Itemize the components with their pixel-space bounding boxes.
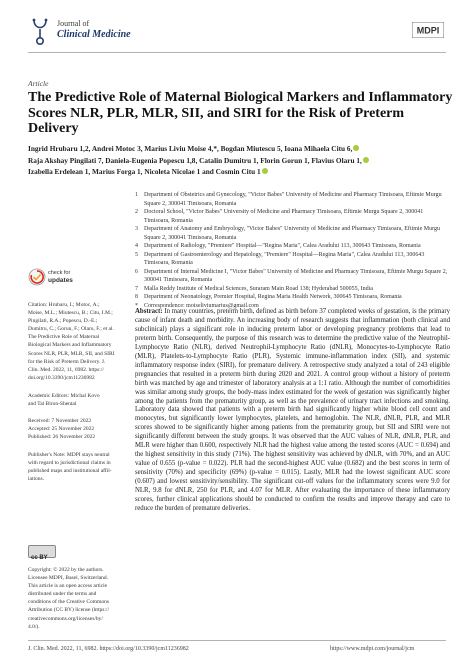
affiliation-text: Department of Neonatology, Premier Hospital, Regina Maria Health Network, 300645 Timisoara, Romania [144,294,402,300]
accepted-date: Accepted: 25 November 2022 [28,426,95,433]
citation-line: Citation: Hrubaru, I.; Motoc, A.; [28,302,100,308]
affiliation-text: Department of Anatomy and Embryology, "Victor Babes" University of Medicine and Pharmacy Timisoara, Eftimie Murgu Square 2, 300041 Timisoara, Romania [144,226,440,241]
orcid-icon[interactable] [262,168,268,174]
copyright-block [28,566,123,631]
cc-badge-text: cc BY [31,555,48,561]
mdpi-logo-icon [412,22,444,38]
mdpi-logo-text: MDPI [416,25,440,36]
author-line-3 [28,166,453,178]
publisher-note-line: with regard to jurisdictional claims in [28,460,111,467]
citation-line: Dumitru, C.; Gorun, F.; Olaru, F.; et al. [28,326,114,333]
affiliation-number: 5 [135,251,138,258]
academic-editors [28,392,123,408]
affiliation-number: 6 [135,268,138,275]
affiliation-text: Department of Gastroenterology and Hepatology, "Premiere" Hospital—Regina Maria", Calea Aradului 113, 300643 Timisoara, Romania [144,251,425,266]
journal-name-line1: Journal of [57,19,90,28]
affiliation-number: 7 [135,285,138,292]
affiliation-item [135,251,450,268]
author-line-2-text: Raja Akshay Pingilati 7, Daniela-Eugenia Popescu 1,8, Catalin Dumitru 1, Florin Gorun 1, Flavius Olaru 1, [28,155,362,165]
publisher-note-line: published maps and institutional affil- [28,468,112,475]
cc-by-license-badge[interactable] [28,545,56,561]
editors-line: Academic Editors: Michal Kovo [28,393,100,399]
author-line-2 [28,155,453,167]
affiliation-number: 8 [135,294,138,300]
citation-block [28,301,123,382]
publisher-note [28,451,123,483]
citation-line: Biological Markers and Inflammatory [28,342,112,349]
affiliation-item [135,293,450,302]
abstract-label: Abstract: [135,308,163,315]
received-date: Received: 7 November 2022 [28,418,92,424]
citation-line: The Predictive Role of Maternal [28,334,100,341]
footer-divider [28,640,446,641]
copyright-line: Copyright: © 2022 by the authors. [28,567,104,573]
citation-line: Pingilati, R.A.; Popescu, D.-E.; [28,318,98,325]
publisher-note-line: Publisher's Note: MDPI stays neutral [28,452,110,458]
affiliation-item [135,285,450,294]
affiliation-text: Malla Reddy Institute of Medical Sciences, Suraram Main Road 138; Hyderabad 500055, India [144,285,373,292]
copyright-line: distributed under the terms and [28,591,97,598]
affiliation-number: 4 [135,243,138,249]
affiliation-item [135,191,450,208]
affiliation-number: 1 [135,192,138,198]
footer-citation[interactable]: J. Clin. Med. 2022, 11, 6982. https://doi.org/10.3390/jcm11236982 [28,646,189,652]
citation-line: for the Risk of Preterm Delivery. J. [28,358,106,365]
affiliation-number: 3 [135,226,138,232]
citation-line: Moise, M.L.; Miutescu, B.; Citu, I.M.; [28,310,113,317]
footer-journal-url[interactable]: https://www.mdpi.com/journal/jcm [330,646,415,652]
author-list [28,143,453,178]
affiliation-item [135,268,450,285]
abstract-text: In many countries, preterm birth, defined as birth before 37 completed weeks of gestation, is the primary cause of infant death and morbidity. An increasing body of research suggests that inflammation (both clinical and subclinical) plays a significant role in inducing preterm labor or developing pregnancy problems that lead to preterm birth. Consequently, the purpose of this research was to determine the predictive value of the Neutrophil-Lymphocyte Ratio (NLR), derived Neutrophil-Lymphocyte Ratio (dNLR), Monocytes-to-Lymphocyte Ratio (MLR), Platelets-to-Lymphocyte Ratio (PLR), Systemic immune-inflammation index (SII), and systemic inflammatory response index (SIRI), for premature delivery. A retrospective study analyzed a total of 243 eligible pregnancies that resulted in a preterm birth during 2020 and 2021. A control group without a history of preterm birth was matched by age and trimester of laboratory analysis at a 1:1 ratio. Although the number of comorbidities was similar among study groups, the body-mass index estimated for the week of gestation was significantly higher among the patients from the prematurity group, as well as the prevalence of urinary tract infections and smoking. Laboratory data showed that patients with a preterm birth had significantly higher white blood cell count and monocytes, but significantly lower lymphocytes, platelets, and hemoglobin. The NLR, dNLR, PLR, and MLR scores showed to be significantly higher among patients from the prematurity group, but SII and SIRI were not significantly different between the study groups. It was observed that the AUC values of NLR, dNLR, PLR, and MLR were higher than 0.600, respectively NLR had the highest value among the tested scores (AUC = 0.694) and the highest sensitivity in this study (71%). The highest sensitivity was achieved by dNLR, with 70%, and an AUC value of 0.655 (p-value = 0.022). PLR had the second-highest AUC value (0.682) and the best scores in term of sensitivity (70%) and specificity (69%) (p-value = 0.015). Lastly, MLR had the lowest significant AUC score (0.607) and lowest sensitivity/sensibility. The significant cut-off values for the inflammatory scores were 9.0 for NLR, 9.8 for dNLR, 250 for PLR, and 4.07 for MLR. After evaluating the importance of these inflammatory scores, further clinical applications should be conducted to confirm the results and improve therapy and care to reduce the burden of premature deliveries. [135,308,450,512]
abstract [135,308,450,514]
journal-logo-icon [30,18,50,46]
author-line-1 [28,143,453,155]
author-line-3-text: Izabella Erdelean 1, Marius Forga 1, Nicoleta Nicolae 1 and Cosmin Citu 1 [28,167,261,176]
affiliation-item [135,242,450,251]
copyright-line: Attribution (CC BY) license (https:// [28,607,109,614]
copyright-line: 4.0/). [28,623,40,630]
check-updates-icon [28,268,46,286]
citation-line: Scores NLR, PLR, MLR, SII, and SIRI [28,350,115,357]
affiliation-text: Doctoral School, "Victor Babes" University of Medicine and Pharmacy Timisoara, Eftimie Murgu Square 2, 300041 Timisoara, Romania [144,209,424,224]
affiliation-item [135,208,450,225]
affiliation-text: Department of Radiology, "Premiere" Hospital—"Regina Maria", Calea Aradului 113, 300643 Timisoara, Romania [144,243,421,249]
citation-line: Clin. Med. 2022, 11, 6982. https:// [28,366,104,373]
journal-name-line2: Clinical Medicine [57,29,131,40]
article-title: The Predictive Role of Maternal Biological Markers and Inflammatory Scores NLR, PLR, MLR, SII, and SIRI for the Risk of Preterm Delivery [28,90,453,136]
citation-doi-link[interactable]: doi.org/10.3390/jcm11236982 [28,374,95,381]
check-for-updates-button[interactable] [28,268,88,290]
copyright-line: conditions of the Creative Commons [28,599,109,606]
orcid-icon[interactable] [353,145,359,151]
check-updates-line1: check for [48,270,71,276]
affiliation-text: Department of Internal Medicine I, "Victor Babes" University of Medicine and Pharmacy Timisoara, Eftimie Murgu Square 2, 300041 Timisoara, Romania [144,268,448,283]
published-date: Published: 26 November 2022 [28,434,96,441]
affiliation-text: Department of Obstetrics and Gynecology, "Victor Babes" University of Medicine and Pharmacy Timisoara, Eftimie Murgu Square 2, 300041 Timisoara, Romania [144,192,442,207]
affiliation-list [135,191,450,310]
publication-dates [28,417,123,441]
affiliation-number: * [135,302,138,309]
author-line-1-text: Ingrid Hrubaru 1,2, Andrei Motoc 3, Marius Liviu Moise 4,*, Bogdan Miutescu 5, Ioana Mihaela Citu 6, [28,144,353,153]
copyright-link[interactable]: creativecommons.org/licenses/by/ [28,615,103,622]
copyright-line: This article is an open access article [28,583,108,590]
affiliation-number: 2 [135,209,138,215]
publisher-note-line: iations. [28,476,45,483]
check-updates-line2: updates [48,277,73,284]
copyright-line: Licensee MDPI, Basel, Switzerland. [28,575,109,582]
affiliation-item [135,225,450,242]
header-divider [28,52,446,53]
editors-line: and Tal Biron-Shental [28,401,77,408]
article-type: Article [28,79,49,88]
orcid-icon[interactable] [363,157,369,163]
correspondence-email[interactable]: Correspondence: moiseliviumarius@gmail.com [144,302,259,309]
